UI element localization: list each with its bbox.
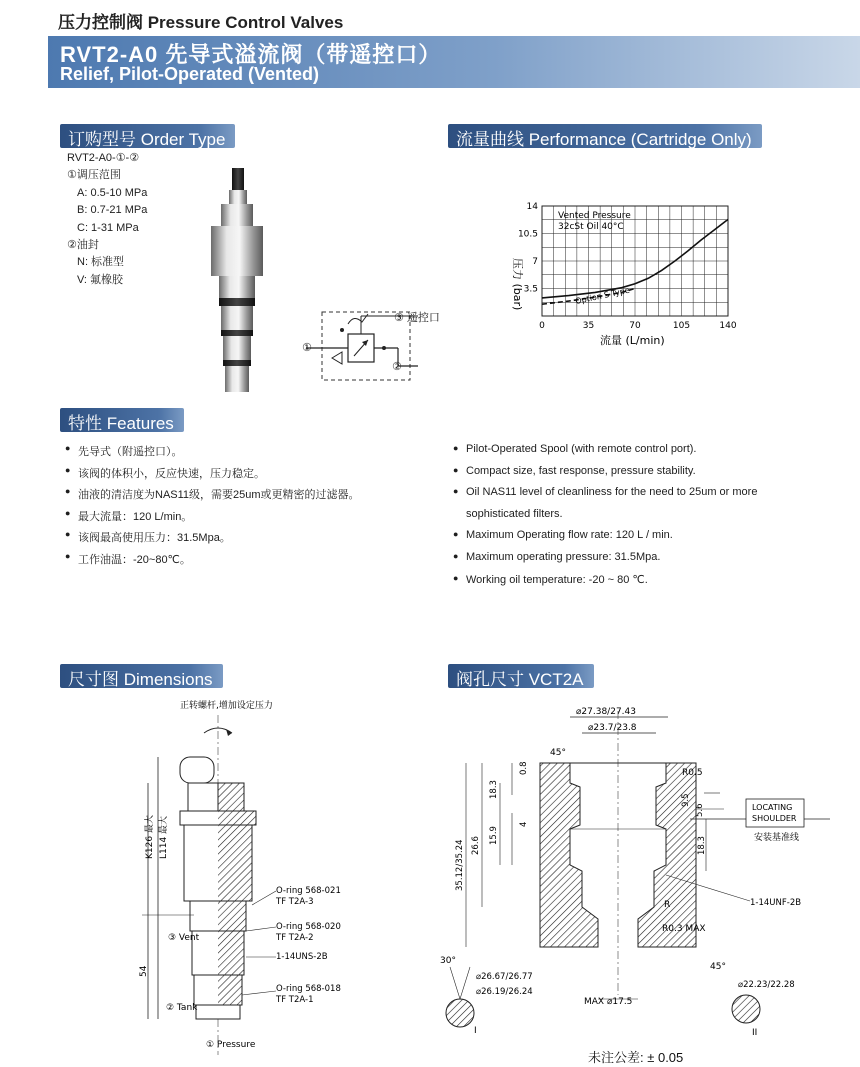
valve-product-image: [205, 168, 269, 394]
feature-cn-item: ● 最大流量：120 L/min。: [65, 508, 360, 530]
feature-en-item: ● Maximum operating pressure: 31.5Mpa.: [453, 551, 757, 573]
oring-3-tf: TF T2A-1: [276, 995, 314, 1005]
locating-cn: 安装基准线: [754, 833, 800, 843]
seal-option-n: N: 标准型: [77, 256, 125, 269]
features-heading: 特性 Features: [60, 408, 184, 432]
dim-r05: R0.5: [682, 768, 703, 778]
feature-en-item-continued: sophisticated filters.: [466, 507, 563, 520]
dim-95: 9.5: [681, 793, 691, 807]
dim-max175: MAX ⌀17.5: [584, 997, 633, 1007]
tank-label: ② Tank: [166, 1003, 198, 1013]
oring-1-tf: TF T2A-3: [276, 897, 314, 907]
port-3-label: ③ 遥控口: [394, 312, 440, 324]
order-code-block: [67, 150, 147, 289]
oring-2: O-ring 568-020: [276, 922, 341, 932]
dim-l114: L114 最大: [159, 815, 169, 859]
dim-r03: R0.3 MAX: [662, 924, 706, 934]
dim-4: 4: [519, 821, 529, 827]
y-tick-label: 14: [526, 202, 538, 212]
chart-ylabel: 压力 (bar): [511, 258, 524, 311]
x-tick-label: 0: [539, 321, 545, 331]
thread-unf: 1-14UNF-2B: [750, 898, 802, 908]
range-option-a: A: 0.5-10 MPa: [77, 186, 148, 199]
y-tick-label: 7: [532, 257, 538, 267]
feature-cn-item: ● 油液的清洁度为NAS11级，需要25um或更精密的过滤器。: [65, 486, 360, 508]
oring-1: O-ring 568-021: [276, 886, 341, 896]
detail-i-label: I: [474, 1026, 477, 1036]
title-en: Relief, Pilot-Operated (Vented): [60, 64, 320, 84]
dim-r: R: [664, 900, 671, 910]
feature-en-item: ● Oil NAS11 level of cleanliness for the need to 25um or more: [453, 486, 757, 508]
option-s-label: Option S Type: [574, 285, 631, 306]
x-tick-label: 35: [582, 321, 595, 331]
dim-183b: 18.3: [697, 836, 707, 855]
category-title: 压力控制阀 Pressure Control Valves: [58, 13, 344, 32]
detail-ii-label: II: [752, 1028, 758, 1038]
angle-45b: 45°: [710, 962, 726, 972]
seal-option-v: V: 氟橡胶: [77, 273, 124, 286]
range-option-c: C: 1-31 MPa: [77, 221, 139, 234]
tolerance-note: 未注公差: ± 0.05: [588, 1050, 684, 1065]
pressure-range-title: ①调压范围: [67, 169, 121, 182]
port-1-label: ①: [302, 342, 312, 354]
feature-cn-item: ● 该阀最高使用压力：31.5Mpa。: [65, 529, 360, 551]
range-option-b: B: 0.7-21 MPa: [77, 204, 148, 217]
feature-en-item: ● Pilot-Operated Spool (with remote control port).: [453, 443, 757, 465]
pressure-label: ① Pressure: [206, 1040, 256, 1050]
features-en-list: [453, 443, 757, 594]
title-cn: RVT2-A0 先导式溢流阀（带遥控口）: [60, 42, 442, 67]
dim-k126: K126 最大: [145, 815, 155, 859]
x-tick-label: 105: [672, 321, 691, 331]
dim-54: 54: [139, 965, 149, 977]
performance-chart: [480, 198, 750, 348]
title-banner: [48, 36, 860, 88]
chart-xlabel: 流量 (L/min): [600, 334, 665, 347]
feature-en-item: ● Working oil temperature: -20 ~ 80 ℃.: [453, 573, 757, 595]
feature-en-item: ● Compact size, fast response, pressure stability.: [453, 465, 757, 487]
dim-3512: 35.12/35.24: [455, 839, 465, 891]
x-tick-label: 70: [629, 321, 641, 331]
order-code: RVT2-A0-①-②: [67, 152, 140, 164]
oring-2-tf: TF T2A-2: [276, 933, 314, 943]
order-type-heading: 订购型号 Order Type: [60, 124, 235, 148]
dim-d23: ⌀23.7/23.8: [588, 723, 637, 733]
angle-30: 30°: [440, 956, 456, 966]
seal-title: ②油封: [67, 239, 99, 252]
y-tick-label: 10.5: [517, 229, 538, 240]
dim-d27: ⌀27.38/27.43: [576, 707, 636, 717]
adjust-note: 正转螺杆,增加设定压力: [180, 701, 273, 711]
y-tick-label: 3.5: [523, 284, 538, 295]
dim-d2667: ⌀26.67/26.77: [476, 972, 533, 982]
dim-d2619: ⌀26.19/26.24: [476, 987, 533, 997]
dim-159: 15.9: [489, 826, 499, 845]
dim-08: 0.8: [519, 761, 529, 775]
thread-spec: 1-14UNS-2B: [276, 952, 328, 962]
feature-en-item: ● Maximum Operating flow rate: 120 L / min.: [453, 529, 757, 551]
chart-note-1: Vented Pressure: [558, 211, 631, 221]
dim-56: 5.6: [695, 803, 705, 817]
angle-45: 45°: [550, 748, 566, 758]
feature-cn-item: ● 工作油温：-20~80℃。: [65, 551, 360, 573]
features-cn-list: [65, 443, 360, 573]
locating-text: LOCATING: [752, 803, 793, 812]
vent-label: ③ Vent: [168, 933, 200, 943]
port-2-label: ②: [392, 361, 402, 373]
dim-183: 18.3: [489, 780, 499, 799]
feature-cn-item: ● 该阀的体积小，反应快速，压力稳定。: [65, 465, 360, 487]
chart-note-2: 32cSt Oil 40°C: [558, 222, 624, 232]
dim-d2223: ⌀22.23/22.28: [738, 980, 795, 990]
dimension-drawing: [108, 695, 408, 1065]
x-tick-label: 140: [719, 321, 737, 331]
performance-heading: 流量曲线 Performance (Cartridge Only): [448, 124, 762, 148]
shoulder-text: SHOULDER: [752, 814, 797, 823]
cavity-heading: 阀孔尺寸 VCT2A: [448, 664, 594, 688]
cavity-drawing: [420, 695, 840, 1045]
dimensions-heading: 尺寸图 Dimensions: [60, 664, 223, 688]
feature-cn-item: ● 先导式（附遥控口）。: [65, 443, 360, 465]
dim-266: 26.6: [471, 836, 481, 855]
oring-3: O-ring 568-018: [276, 984, 341, 994]
